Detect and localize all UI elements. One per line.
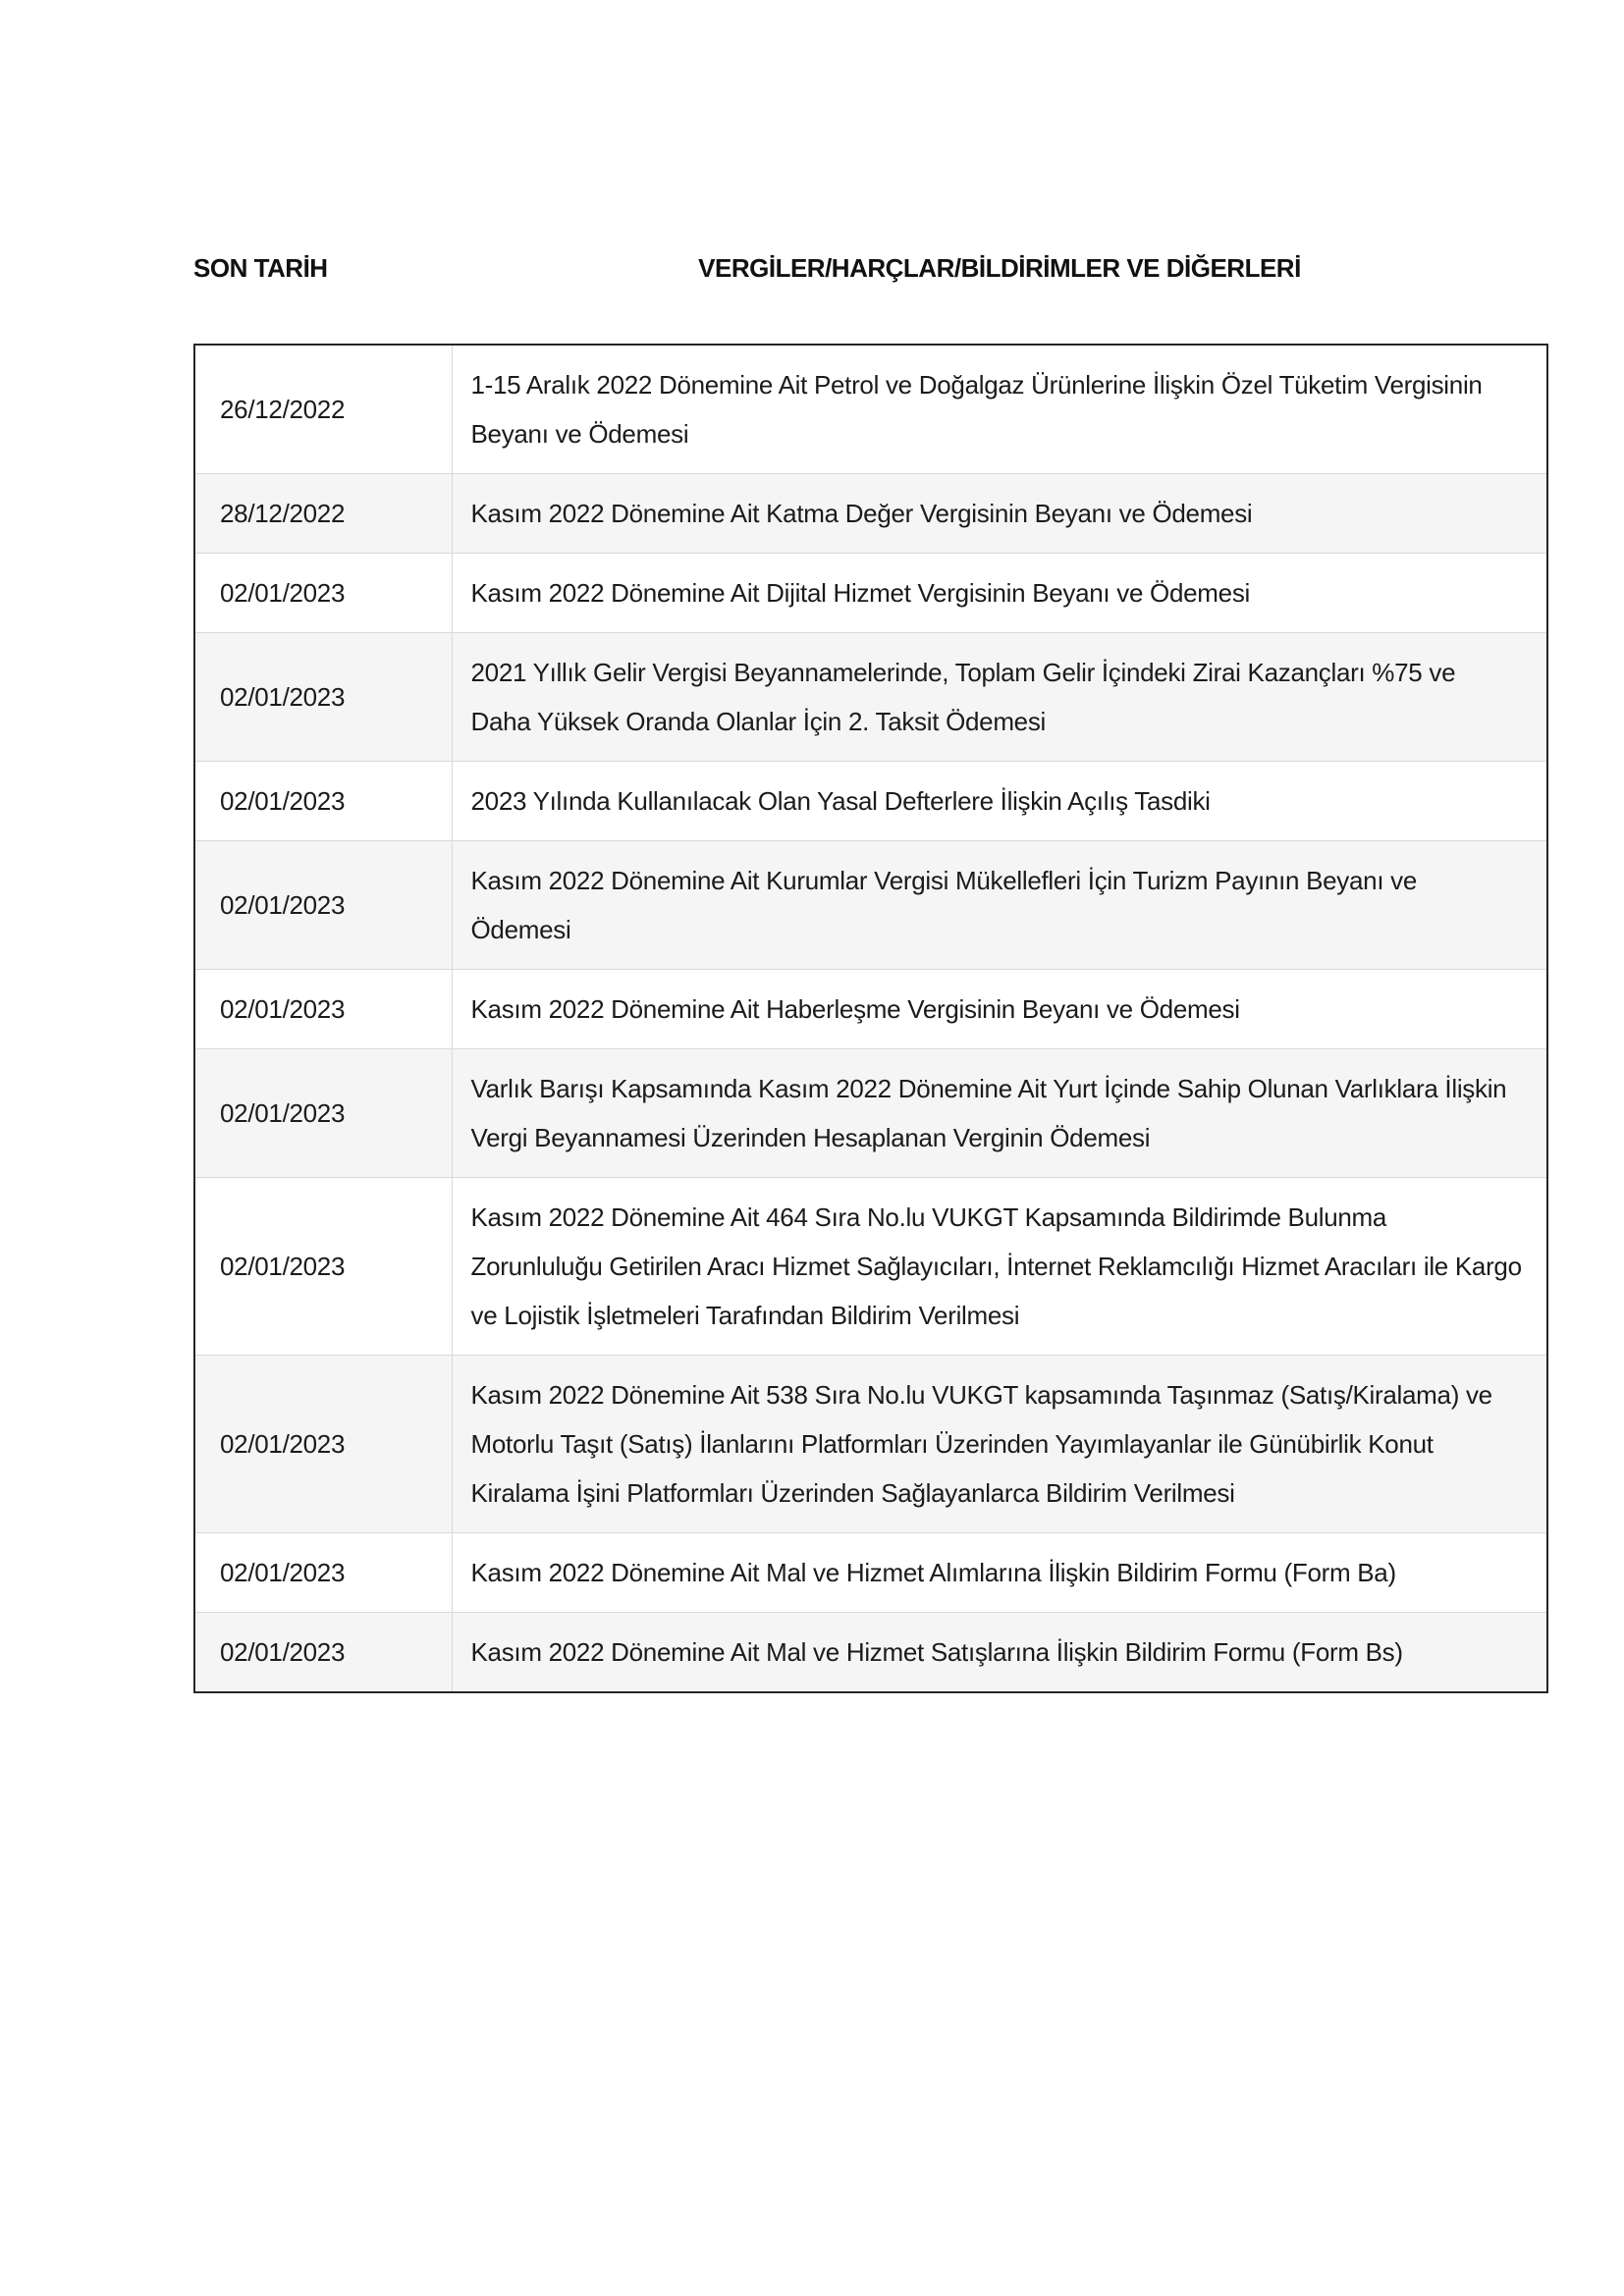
obligation-description: Kasım 2022 Dönemine Ait Katma Değer Vergisinin Beyanı ve Ödemesi: [452, 474, 1547, 554]
deadline-date: 02/01/2023: [194, 1049, 452, 1178]
obligation-description: Kasım 2022 Dönemine Ait Haberleşme Vergisinin Beyanı ve Ödemesi: [452, 970, 1547, 1049]
deadline-date: 02/01/2023: [194, 970, 452, 1049]
obligation-description: 2021 Yıllık Gelir Vergisi Beyannamelerinde, Toplam Gelir İçindeki Zirai Kazançları %75 ve Daha Yüksek Oranda Olanlar İçin 2. Taksit Ödemesi: [452, 633, 1547, 762]
table-row: [194, 1613, 1547, 1693]
table-row: [194, 1049, 1547, 1178]
deadline-column-heading-cell: [193, 250, 451, 286]
deadline-date: 02/01/2023: [194, 1533, 452, 1613]
obligation-description: Kasım 2022 Dönemine Ait 538 Sıra No.lu VUKGT kapsamında Taşınmaz (Satış/Kiralama) ve Motorlu Taşıt (Satış) İlanlarını Platformları Üzerinden Yayımlayanlar ile Günübirlik Konut Kiralama İşini Platformları Üzerinden Sağlayanlarca Bildirim Verilmesi: [452, 1356, 1547, 1533]
tax-deadlines-table: [193, 344, 1548, 1693]
deadline-date: 28/12/2022: [194, 474, 452, 554]
table-row: [194, 1533, 1547, 1613]
obligation-description: Kasım 2022 Dönemine Ait Mal ve Hizmet Satışlarına İlişkin Bildirim Formu (Form Bs): [452, 1613, 1547, 1693]
deadline-date: 02/01/2023: [194, 554, 452, 633]
table-row: [194, 474, 1547, 554]
obligation-description: Kasım 2022 Dönemine Ait Kurumlar Vergisi Mükellefleri İçin Turizm Payının Beyanı ve Ödemesi: [452, 841, 1547, 970]
table-row: [194, 1178, 1547, 1356]
table-row: [194, 970, 1547, 1049]
obligation-description: Kasım 2022 Dönemine Ait 464 Sıra No.lu VUKGT Kapsamında Bildirimde Bulunma Zorunluluğu Getirilen Aracı Hizmet Sağlayıcıları, İnternet Reklamcılığı Hizmet Aracıları ile Kargo ve Lojistik İşletmeleri Tarafından Bildirim Verilmesi: [452, 1178, 1547, 1356]
deadline-date: 02/01/2023: [194, 633, 452, 762]
document-content: [193, 250, 1548, 1693]
table-row: [194, 345, 1547, 474]
deadline-date: 02/01/2023: [194, 841, 452, 970]
deadline-column-heading: SON TARİH: [193, 253, 328, 283]
obligation-description: 1-15 Aralık 2022 Dönemine Ait Petrol ve Doğalgaz Ürünlerine İlişkin Özel Tüketim Vergisinin Beyanı ve Ödemesi: [470, 370, 1483, 449]
column-headings: [193, 250, 1548, 286]
deadline-date: 02/01/2023: [194, 762, 452, 841]
deadline-date: 26/12/2022: [194, 345, 452, 474]
table-row: [194, 762, 1547, 841]
table-row: [194, 633, 1547, 762]
table-row: [194, 1356, 1547, 1533]
table-row: [194, 841, 1547, 970]
obligation-description: Kasım 2022 Dönemine Ait Dijital Hizmet Vergisinin Beyanı ve Ödemesi: [452, 554, 1547, 633]
deadline-date: 02/01/2023: [194, 1356, 452, 1533]
deadline-date: 02/01/2023: [194, 1178, 452, 1356]
table-row: [194, 554, 1547, 633]
obligation-description: Varlık Barışı Kapsamında Kasım 2022 Dönemine Ait Yurt İçinde Sahip Olunan Varlıklara İlişkin Vergi Beyannamesi Üzerinden Hesaplanan Verginin Ödemesi: [452, 1049, 1547, 1178]
deadline-date: 02/01/2023: [194, 1613, 452, 1693]
obligations-column-heading-cell: [451, 250, 1548, 286]
obligation-description: Kasım 2022 Dönemine Ait Mal ve Hizmet Alımlarına İlişkin Bildirim Formu (Form Ba): [452, 1533, 1547, 1613]
obligation-description: 2023 Yılında Kullanılacak Olan Yasal Defterlere İlişkin Açılış Tasdiki: [452, 762, 1547, 841]
obligations-column-heading: VERGİLER/HARÇLAR/BİLDİRİMLER VE DİĞERLERİ: [698, 253, 1301, 283]
